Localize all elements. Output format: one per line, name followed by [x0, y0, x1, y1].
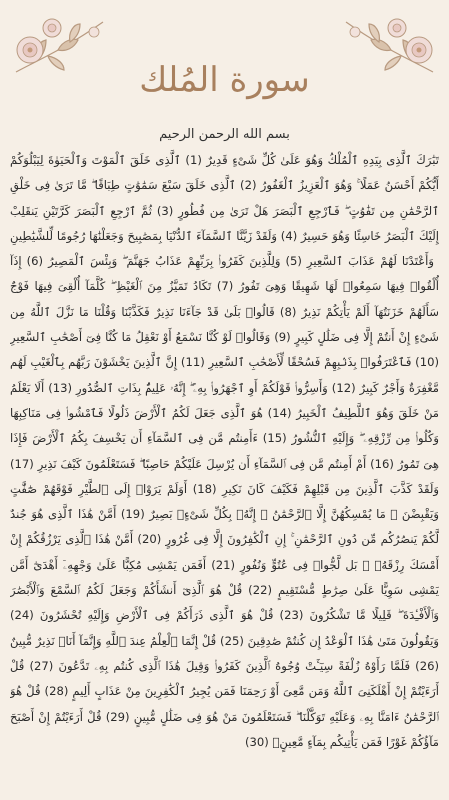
verse: أَمَّنْ هَٰذَا ٱلَّذِى يَرْزُقُكُمْ إِنْ أَمْسَكَ رِزْقَهُۥ ۚ بَل لَّجُّوا۟ فِى عُتُوٍّ وَنُفُورٍ (21) — [10, 532, 439, 572]
verse: وَيَقُولُونَ مَتَىٰ هَٰذَا ٱلْوَعْدُ إِن كُنتُمْ صَٰدِقِينَ (25) — [216, 633, 439, 648]
verse: وَلَقَدْ زَيَّنَّا ٱلسَّمَآءَ ٱلدُّنْيَا بِمَصَٰبِيحَ وَجَعَلْنَٰهَا رُجُومًا لِّلشَّيَٰطِينِ ۖ وَأَعْتَدْنَا لَهُمْ عَذَابَ ٱلسَّعِيرِ (5) — [10, 228, 439, 269]
verse: وَلَقَدْ كَذَّبَ ٱلَّذِينَ مِن قَبْلِهِمْ فَكَيْفَ كَانَ نَكِيرِ (18) — [187, 481, 439, 496]
verse: أَلَا يَعْلَمُ مَنْ خَلَقَ وَهُوَ ٱللَّطِيفُ ٱلْخَبِيرُ (14) — [10, 380, 439, 420]
verse: قُلْ هُوَ ٱلرَّحْمَٰنُ ءَامَنَّا بِهِۦ وَعَلَيْهِ تَوَكَّلْنَا ۖ فَسَتَعْلَمُونَ مَنْ هُوَ فِى ضَلَٰلٍ مُّبِينٍ (29) — [10, 684, 439, 724]
verse: فَٱعْتَرَفُوا۟ بِذَنۢبِهِمْ فَسُحْقًا لِّأَصْحَٰبِ ٱلسَّعِيرِ (11) — [177, 355, 412, 370]
verse: أَوَلَمْ يَرَوْا۟ إِلَى ٱلطَّيْرِ فَوْقَهُمْ صَٰٓفَّٰتٍ وَيَقْبِضْنَ ۚ مَا يُمْسِكُهُنَّ إِلَّا ٱلرَّحْمَٰنُ ۚ إِنَّهُۥ بِكُلِّ شَىْءٍۭ بَصِيرٌ (19) — [10, 481, 439, 522]
verse: قُلْ إِنَّمَا ٱلْعِلْمُ عِندَ ٱللَّهِ وَإِنَّمَآ أَنَا۠ نَذِيرٌ مُّبِينٌ (26) — [10, 633, 439, 673]
verse: أَمْ أَمِنتُم مَّن فِى ٱلسَّمَآءِ أَن يُرْسِلَ عَلَيْكُمْ حَاصِبًا ۖ فَسَتَعْلَمُونَ كَيْفَ نَذِيرِ (17) — [10, 456, 367, 471]
verse: قُلْ هُوَ ٱلَّذِىٓ أَنشَأَكُمْ وَجَعَلَ لَكُمُ ٱلسَّمْعَ وَٱلْأَبْصَٰرَ وَٱلْأَفْـِٔدَةَ ۖ قَلِيلًا مَّا تَشْكُرُونَ (23) — [10, 583, 439, 623]
verse: ثُمَّ ٱرْجِعِ ٱلْبَصَرَ كَرَّتَيْنِ يَنقَلِبْ إِلَيْكَ ٱلْبَصَرُ خَاسِئًا وَهُوَ حَسِيرٌ (4) — [10, 203, 439, 243]
surah-title: سورة المُلك — [139, 60, 310, 100]
verse: إِنَّ ٱلَّذِينَ يَخْشَوْنَ رَبَّهُم بِٱلْغَيْبِ لَهُم مَّغْفِرَةٌ وَأَجْرٌ كَبِيرٌ (12) — [10, 355, 439, 395]
basmala: بسم الله الرحمن الرحيم — [159, 127, 290, 142]
verse: ٱلَّذِى خَلَقَ ٱلْمَوْتَ وَٱلْحَيَوٰةَ لِيَبْلُوَكُمْ أَيُّكُمْ أَحْسَنُ عَمَلًا ۚ وَهُوَ ٱلْعَزِيزُ ٱلْغَفُورُ (2) — [10, 153, 439, 193]
verse: قُلْ أَرَءَيْتُمْ إِنْ أَصْبَحَ مَآؤُكُمْ غَوْرًا فَمَن يَأْتِيكُم بِمَآءٍ مَّعِينٍۭ (30) — [10, 709, 439, 749]
verse: هُوَ ٱلَّذِى جَعَلَ لَكُمُ ٱلْأَرْضَ ذَلُولًا فَٱمْشُوا۟ فِى مَنَاكِبِهَا وَكُلُوا۟ مِن رِّزْقِهِۦ ۖ وَإِلَيْهِ ٱلنُّشُورُ (15) — [10, 405, 439, 446]
verse: ٱلَّذِى خَلَقَ سَبْعَ سَمَٰوَٰتٍ طِبَاقًا ۖ مَّا تَرَىٰ فِى خَلْقِ ٱلرَّحْمَٰنِ مِن تَفَٰوُتٍ ۖ فَٱرْجِعِ ٱلْبَصَرَ هَلْ تَرَىٰ مِن فُطُورٍ (3) — [10, 178, 439, 218]
verse: وَلِلَّذِينَ كَفَرُوا۟ بِرَبِّهِمْ عَذَابُ جَهَنَّمَ ۖ وَبِئْسَ ٱلْمَصِيرُ (6) — [21, 254, 281, 269]
verses-text — [10, 148, 439, 796]
verse: ءَأَمِنتُم مَّن فِى ٱلسَّمَآءِ أَن يَخْسِفَ بِكُمُ ٱلْأَرْضَ فَإِذَا هِىَ تَمُورُ (16) — [10, 431, 439, 471]
verse: إِذَآ أُلْقُوا۟ فِيهَا سَمِعُوا۟ لَهَا شَهِيقًا وَهِىَ تَفُورُ (7) — [10, 254, 439, 294]
verse: وَأَسِرُّوا۟ قَوْلَكُمْ أَوِ ٱجْهَرُوا۟ بِهِۦٓ ۖ إِنَّهُۥ عَلِيمٌۢ بِذَاتِ ٱلصُّدُورِ (13) — [44, 380, 328, 395]
verse: فَلَمَّا رَأَوْهُ زُلْفَةً سِيٓـَٔتْ وُجُوهُ ٱلَّذِينَ كَفَرُوا۟ وَقِيلَ هَٰذَا ٱلَّذِى كُنتُم بِهِۦ تَدَّعُونَ (27) — [24, 658, 410, 673]
verse: قُلْ أَرَءَيْتُمْ إِنْ أَهْلَكَنِىَ ٱللَّهُ وَمَن مَّعِىَ أَوْ رَحِمَنَا فَمَن يُجِيرُ ٱلْكَٰفِرِينَ مِنْ عَذَابٍ أَلِيمٍ (28) — [10, 658, 439, 699]
verse: قُلْ هُوَ ٱلَّذِى ذَرَأَكُمْ فِى ٱلْأَرْضِ وَإِلَيْهِ تُحْشَرُونَ (24) — [10, 608, 274, 623]
verse: تَبَٰرَكَ ٱلَّذِى بِيَدِهِ ٱلْمُلْكُ وَهُوَ عَلَىٰ كُلِّ شَىْءٍ قَدِيرٌ (1) — [180, 153, 439, 167]
verse: قَالُوا۟ بَلَىٰ قَدْ جَآءَنَا نَذِيرٌ فَكَذَّبْنَا وَقُلْنَا مَا نَزَّلَ ٱللَّهُ مِن شَىْءٍ إِنْ أَنتُمْ إِلَّا فِى ضَلَٰلٍ كَبِيرٍ (9) — [10, 304, 439, 345]
verse: وَقَالُوا۟ لَوْ كُنَّا نَسْمَعُ أَوْ نَعْقِلُ مَا كُنَّا فِىٓ أَصْحَٰبِ ٱلسَّعِيرِ (10) — [10, 330, 439, 370]
verse: أَفَمَن يَمْشِى مُكِبًّا عَلَىٰ وَجْهِهِۦٓ أَهْدَىٰٓ أَمَّن يَمْشِى سَوِيًّا عَلَىٰ صِرَٰطٍ مُّسْتَقِيمٍ (22) — [10, 557, 439, 598]
verse: تَكَادُ تَمَيَّزُ مِنَ ٱلْغَيْظِ ۖ كُلَّمَآ أُلْقِىَ فِيهَا فَوْجٌ سَأَلَهُمْ خَزَنَتُهَآ أَلَمْ يَأْتِكُمْ نَذِيرٌ (8) — [10, 279, 439, 319]
verse: أَمَّنْ هَٰذَا ٱلَّذِى هُوَ جُندٌ لَّكُمْ يَنصُرُكُم مِّن دُونِ ٱلرَّحْمَٰنِ ۚ إِنِ ٱلْكَٰفِرُونَ إِلَّا فِى غُرُورٍ (20) — [10, 507, 439, 547]
